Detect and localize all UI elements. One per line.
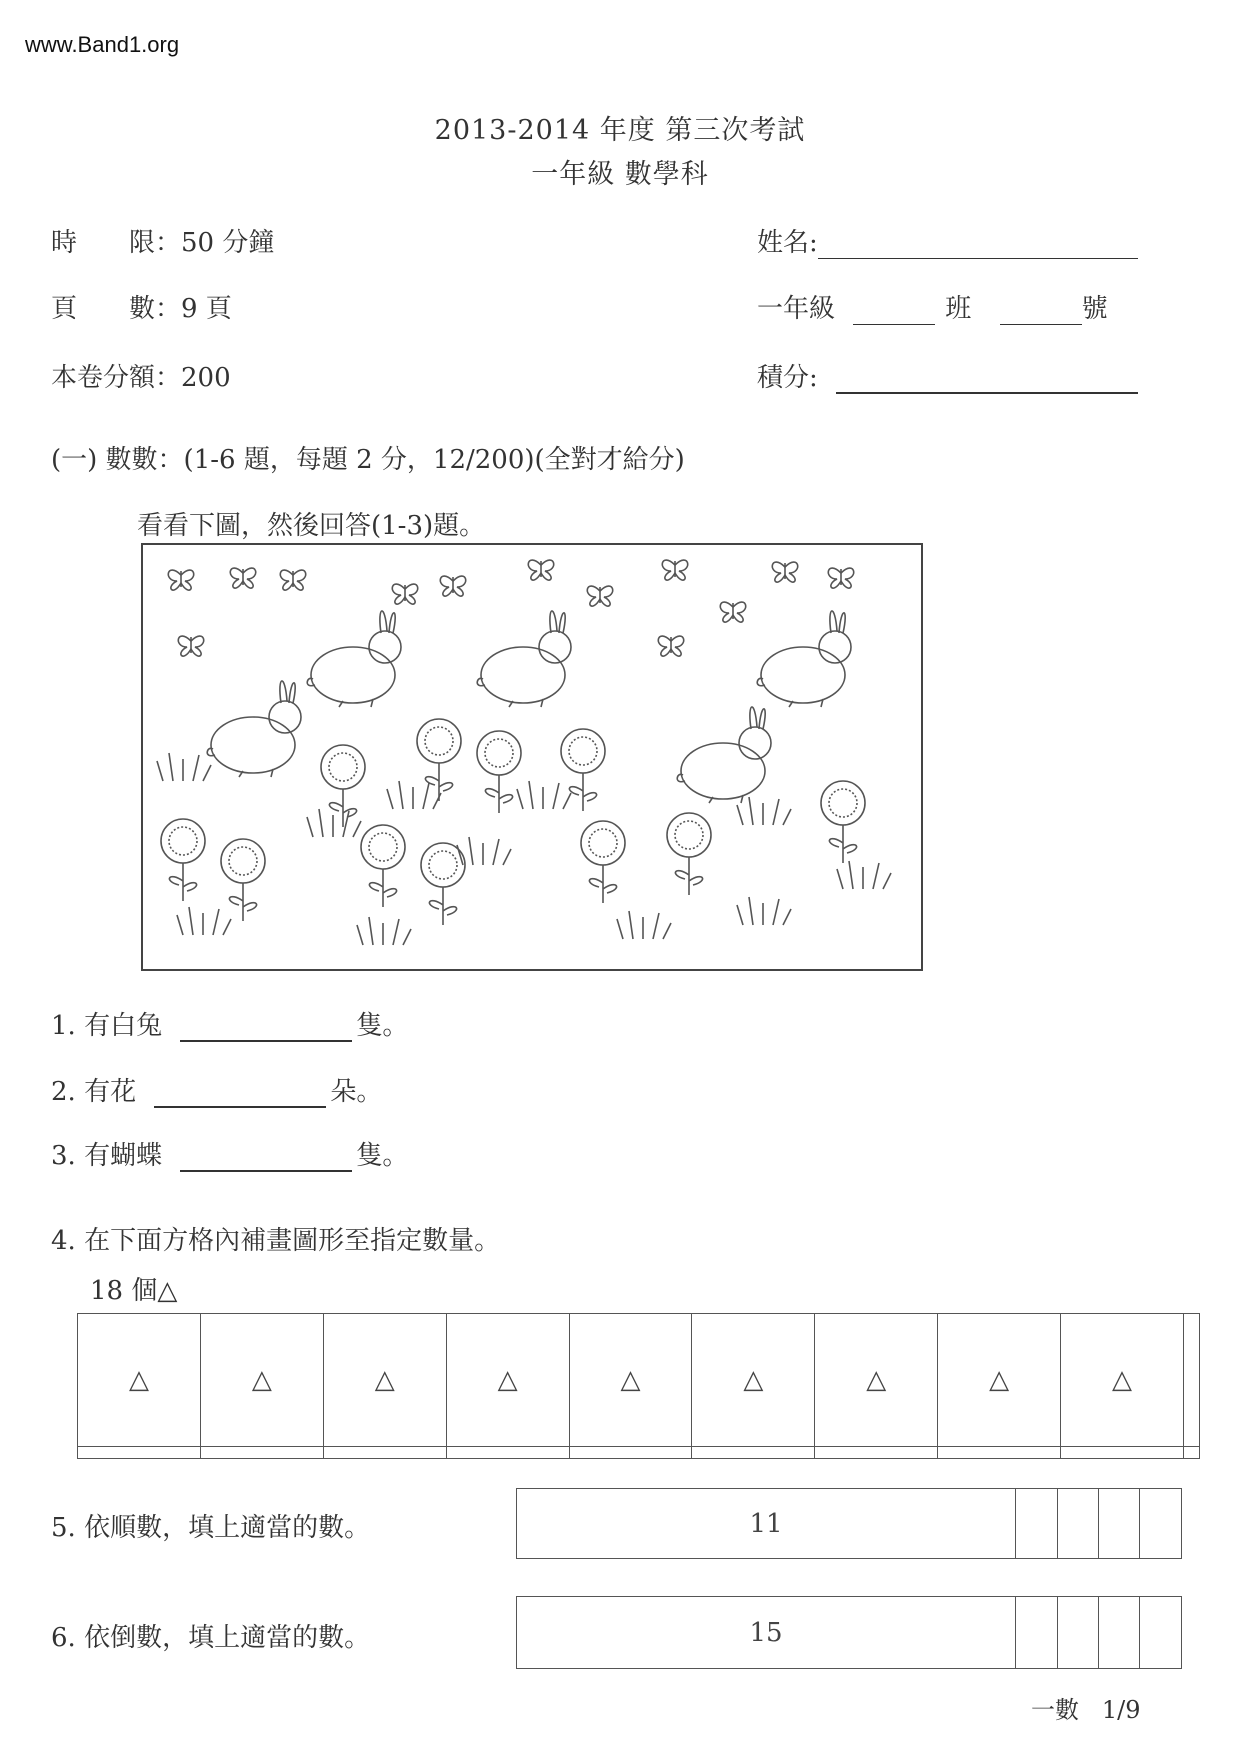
sequence-cell[interactable]: [1099, 1597, 1140, 1669]
grid-cell[interactable]: [1183, 1446, 1199, 1458]
grid-cell[interactable]: [200, 1446, 323, 1458]
grid-cell[interactable]: [569, 1446, 692, 1458]
q3-text: 3. 有蝴蝶: [51, 1141, 163, 1171]
grid-cell[interactable]: [446, 1446, 569, 1458]
name-row: [757, 222, 1138, 259]
q3-answer[interactable]: [180, 1170, 352, 1172]
grid-cell[interactable]: △: [200, 1314, 323, 1447]
question-6: 6. 依倒數，填上適當的數。: [51, 1623, 371, 1653]
rabbits: [207, 611, 851, 803]
q6-sequence-boxes: [516, 1596, 1182, 1669]
grid-cell[interactable]: △: [323, 1314, 446, 1447]
grid-cell[interactable]: △: [78, 1314, 201, 1447]
grid-cell[interactable]: △: [569, 1314, 692, 1447]
score-label: 積分:: [757, 363, 818, 393]
grid-cell[interactable]: [815, 1446, 938, 1458]
question-4: 4. 在下面方格內補畫圖形至指定數量。: [51, 1226, 501, 1256]
counting-picture: [141, 543, 923, 971]
q2-unit: 朵。: [330, 1077, 383, 1107]
page-count: 頁 數：9 頁: [51, 294, 232, 324]
q2-text: 2. 有花: [51, 1077, 137, 1107]
class-row: [757, 288, 1108, 325]
exam-title: 2013-2014 年度 第三次考試: [434, 115, 806, 146]
total-marks: 本卷分額：200: [51, 363, 231, 393]
sequence-cell[interactable]: [1140, 1489, 1182, 1559]
q4-target: 18 個△: [90, 1276, 178, 1306]
grid-cell[interactable]: [938, 1446, 1061, 1458]
sequence-cell[interactable]: 15: [517, 1597, 1016, 1669]
sequence-cell[interactable]: [1057, 1489, 1098, 1559]
q1-text: 1. 有白兔: [51, 1011, 163, 1041]
grid-cell[interactable]: [78, 1446, 201, 1458]
number-field[interactable]: [1000, 324, 1082, 325]
sequence-cell[interactable]: [1016, 1597, 1057, 1669]
grid-cell[interactable]: [1061, 1446, 1184, 1458]
triangle-grid: [77, 1313, 1200, 1459]
question-1: [51, 1005, 408, 1042]
grade-label: 一年級: [757, 294, 836, 324]
grid-cell[interactable]: △: [692, 1314, 815, 1447]
page-number: 1/9: [1101, 1696, 1141, 1724]
sunflowers: [161, 719, 865, 925]
q2-answer[interactable]: [154, 1106, 326, 1108]
score-field[interactable]: [836, 392, 1138, 394]
class-label: 班: [945, 294, 972, 324]
section-heading: (一) 數數：(1-6 題，每題 2 分，12/200)(全對才給分): [51, 445, 685, 475]
name-field[interactable]: [818, 258, 1138, 259]
q1-answer[interactable]: [180, 1040, 352, 1042]
sequence-cell[interactable]: 11: [517, 1489, 1016, 1559]
sequence-cell[interactable]: [1057, 1597, 1098, 1669]
question-2: [51, 1071, 382, 1108]
picture-instruction: 看看下圖，然後回答(1-3)題。: [137, 511, 486, 541]
name-label: 姓名:: [757, 228, 818, 258]
grid-cell[interactable]: [1183, 1314, 1199, 1447]
grid-cell[interactable]: [323, 1446, 446, 1458]
score-row: [757, 357, 1138, 394]
grid-cell[interactable]: △: [815, 1314, 938, 1447]
grid-cell[interactable]: △: [446, 1314, 569, 1447]
grass: [157, 753, 891, 945]
sequence-cell[interactable]: [1140, 1597, 1182, 1669]
subject-title: 一年級 數學科: [531, 159, 709, 190]
class-field[interactable]: [853, 324, 935, 325]
q5-sequence-boxes: [516, 1488, 1182, 1559]
footer-subject: 一數: [1031, 1696, 1079, 1724]
grid-cell[interactable]: [692, 1446, 815, 1458]
grid-cell[interactable]: △: [938, 1314, 1061, 1447]
sequence-cell[interactable]: [1099, 1489, 1140, 1559]
sequence-cell[interactable]: [1016, 1489, 1057, 1559]
question-5: 5. 依順數，填上適當的數。: [51, 1513, 371, 1543]
question-3: [51, 1135, 408, 1172]
q1-unit: 隻。: [356, 1011, 409, 1041]
q3-unit: 隻。: [356, 1141, 409, 1171]
time-limit: 時 限：50 分鐘: [51, 228, 275, 258]
number-label: 號: [1081, 294, 1108, 324]
page-footer: [1031, 1690, 1141, 1725]
watermark: www.Band1.org: [25, 32, 180, 57]
butterflies: [168, 560, 853, 656]
grid-cell[interactable]: △: [1061, 1314, 1184, 1447]
